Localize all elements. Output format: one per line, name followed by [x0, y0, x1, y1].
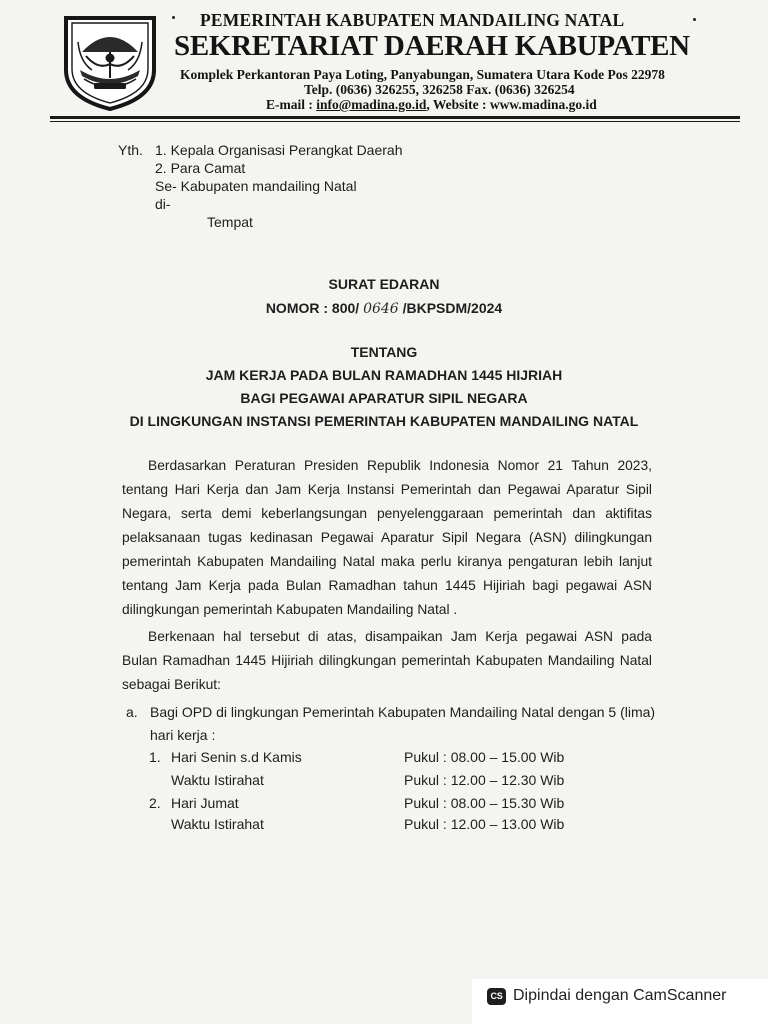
schedule-label: Waktu Istirahat [171, 772, 264, 788]
paragraph-1-line: dilingkungan pemerintah Kabupaten Mandailing Natal . [122, 602, 458, 617]
office-contact [266, 97, 597, 113]
email-label: E-mail : [266, 97, 317, 112]
recipient-item-1: 1. Kepala Organisasi Perangkat Daerah [155, 142, 403, 158]
recipient-salutation: Yth. [118, 142, 143, 158]
schedule-label: Hari Senin s.d Kamis [171, 749, 302, 765]
letterhead-rule-thick [50, 116, 740, 119]
letter-type: SURAT EDARAN [328, 276, 440, 292]
schedule-label: Hari Jumat [171, 795, 239, 811]
subject-heading: TENTANG [350, 344, 418, 360]
paragraph-1-line: Negara, serta demi keberlangsungan penyelenggaraan pemerintah dan aktifitas [122, 506, 652, 521]
paragraph-2-line: sebagai Berikut: [122, 677, 221, 692]
recipient-item-2: 2. Para Camat [155, 160, 246, 176]
camscanner-text: Dipindai dengan CamScanner [513, 987, 727, 1004]
recipient-place: Tempat [207, 214, 253, 230]
subject-line-1: JAM KERJA PADA BULAN RAMADHAN 1445 HIJRIAH [205, 367, 563, 383]
paragraph-1-line: tentang Hari Kerja dan Jam Kerja Instansi Pemerintah dan Pegawai Aparatur Sipil [122, 482, 652, 497]
schedule-label: Waktu Istirahat [171, 816, 264, 832]
camscanner-logo-icon: CS [487, 988, 506, 1005]
section-a-line-2: hari kerja : [150, 727, 216, 743]
paragraph-1-line: tentang Jam Kerja pada Bulan Ramadhan tahun 1445 Hijiriah bagi pegawai ASN [122, 578, 652, 593]
schedule-time: Pukul : 08.00 – 15.30 Wib [404, 795, 565, 811]
office-address: Komplek Perkantoran Paya Loting, Panyabungan, Sumatera Utara Kode Pos 22978 [180, 67, 665, 82]
paragraph-1-line: pelaksanaan tugas kedinasan Pegawai Aparatur Sipil Negara (ASN) dilingkungan [122, 530, 652, 545]
letterhead-rule-thin [50, 121, 740, 122]
section-a-line-1: Bagi OPD di lingkungan Pemerintah Kabupaten Mandailing Natal dengan 5 (lima) [150, 704, 656, 720]
section-a-marker: a. [126, 704, 138, 720]
subject-line-3: DI LINGKUNGAN INSTANSI PEMERINTAH KABUPATEN MANDAILING NATAL [129, 413, 639, 429]
handwritten-number: 0646 [363, 301, 399, 317]
paragraph-1-line: pemerintah Kabupaten Mandailing Natal maka perlu kiranya pengaturan lebih lanjut [122, 554, 652, 569]
scan-speck [172, 16, 175, 19]
camscanner-watermark [472, 979, 768, 1024]
schedule-time: Pukul : 12.00 – 13.00 Wib [404, 816, 565, 832]
schedule-time: Pukul : 12.00 – 12.30 Wib [404, 772, 565, 788]
office-name: SEKRETARIAT DAERAH KABUPATEN [174, 30, 690, 62]
number-suffix: /BKPSDM/2024 [402, 300, 503, 316]
paragraph-2-line: Berkenaan hal tersebut di atas, disampaikan Jam Kerja pegawai ASN pada [148, 629, 652, 644]
subject-line-2: BAGI PEGAWAI APARATUR SIPIL NEGARA [240, 390, 528, 406]
recipient-region: Se- Kabupaten mandailing Natal [155, 178, 357, 194]
paragraph-2-line: Bulan Ramadhan 1445 Hijiriah dilingkungan pemerintah Kabupaten Mandailing Natal [122, 653, 652, 668]
letter-number [0, 300, 768, 317]
office-phone: Telp. (0636) 326255, 326258 Fax. (0636) 326254 [304, 82, 575, 97]
number-prefix: NOMOR : 800/ [265, 300, 360, 316]
schedule-number: 2. [149, 795, 161, 811]
regency-emblem-icon [58, 12, 162, 112]
website-text: , Website : www.madina.go.id [426, 97, 597, 112]
schedule-time: Pukul : 08.00 – 15.00 Wib [404, 749, 565, 765]
email-address: info@madina.go.id [316, 97, 427, 112]
government-name: PEMERINTAH KABUPATEN MANDAILING NATAL [200, 10, 625, 30]
paragraph-1-line: Berdasarkan Peraturan Presiden Republik Indonesia Nomor 21 Tahun 2023, [148, 458, 652, 473]
recipient-di: di- [155, 196, 171, 212]
schedule-number: 1. [149, 749, 161, 765]
scan-speck [693, 18, 696, 21]
